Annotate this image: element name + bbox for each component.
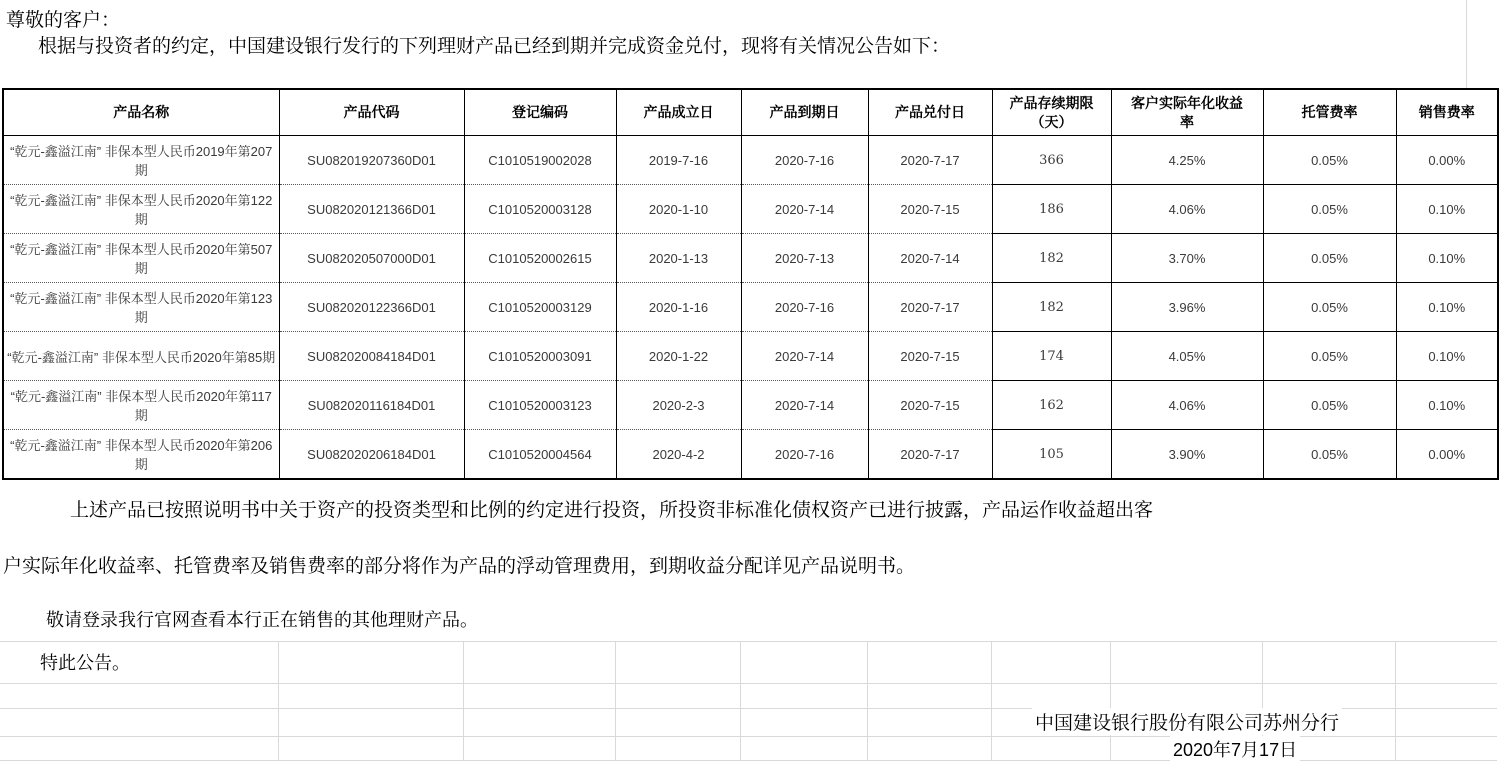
grid-line-vertical xyxy=(615,641,616,761)
grid-line-vertical xyxy=(991,641,992,761)
cell-sales-fee: 0.00% xyxy=(1396,430,1498,480)
cell-custody-fee: 0.05% xyxy=(1263,185,1396,234)
cell-start-date: 2020-1-22 xyxy=(616,332,741,381)
cell-product-code: SU082019207360D01 xyxy=(279,136,464,185)
cell-annualized-yield: 3.90% xyxy=(1111,430,1263,480)
cell-maturity-date: 2020-7-16 xyxy=(741,283,868,332)
cell-custody-fee: 0.05% xyxy=(1263,283,1396,332)
cell-product-name: “乾元-鑫溢江南” 非保本型人民币2020年第206期 xyxy=(3,430,279,480)
note-line: 敬请登录我行官网查看本行正在销售的其他理财产品。 xyxy=(46,610,478,630)
cell-sales-fee: 0.10% xyxy=(1396,234,1498,283)
cell-payment-date: 2020-7-15 xyxy=(868,185,992,234)
grid-line-vertical xyxy=(740,641,741,761)
products-table xyxy=(2,88,1499,480)
cell-product-code: SU082020122366D01 xyxy=(279,283,464,332)
cell-registration-code: C1010520003091 xyxy=(464,332,616,381)
grid-line-vertical xyxy=(867,641,868,761)
cell-maturity-date: 2020-7-14 xyxy=(741,185,868,234)
date-line: 2020年7月17日 xyxy=(1170,736,1300,762)
cell-payment-date: 2020-7-15 xyxy=(868,332,992,381)
cell-registration-code: C1010519002028 xyxy=(464,136,616,185)
cell-duration-days: 182 xyxy=(992,234,1111,283)
grid-line-vertical xyxy=(1110,641,1111,761)
cell-annualized-yield: 4.25% xyxy=(1111,136,1263,185)
cell-payment-date: 2020-7-15 xyxy=(868,381,992,430)
cell-start-date: 2019-7-16 xyxy=(616,136,741,185)
table-header-row xyxy=(3,89,1498,136)
cell-start-date: 2020-1-13 xyxy=(616,234,741,283)
cell-product-name: “乾元-鑫溢江南” 非保本型人民币2020年第117期 xyxy=(3,381,279,430)
cell-sales-fee: 0.10% xyxy=(1396,185,1498,234)
closing-line: 特此公告。 xyxy=(40,653,130,673)
cell-annualized-yield: 4.06% xyxy=(1111,381,1263,430)
cell-custody-fee: 0.05% xyxy=(1263,381,1396,430)
cell-duration-days: 366 xyxy=(992,136,1111,185)
col-header-custody-fee: 托管费率 xyxy=(1263,89,1396,136)
col-header-product-name: 产品名称 xyxy=(3,89,279,136)
col-header-registration-code: 登记编码 xyxy=(464,89,616,136)
cell-duration-days: 105 xyxy=(992,430,1111,480)
table-row xyxy=(3,283,1498,332)
cell-product-name: “乾元-鑫溢江南” 非保本型人民币2020年第122期 xyxy=(3,185,279,234)
table-row xyxy=(3,185,1498,234)
col-header-annualized-yield: 客户实际年化收益率 xyxy=(1111,89,1263,136)
col-header-sales-fee: 销售费率 xyxy=(1396,89,1498,136)
signature-line: 中国建设银行股份有限公司苏州分行 xyxy=(1032,708,1342,735)
cell-registration-code: C1010520003128 xyxy=(464,185,616,234)
cell-start-date: 2020-1-10 xyxy=(616,185,741,234)
col-header-start-date: 产品成立日 xyxy=(616,89,741,136)
cell-product-name: “乾元-鑫溢江南” 非保本型人民币2019年第207期 xyxy=(3,136,279,185)
col-header-payment-date: 产品兑付日 xyxy=(868,89,992,136)
cell-product-code: SU082020116184D01 xyxy=(279,381,464,430)
cell-product-code: SU082020121366D01 xyxy=(279,185,464,234)
cell-registration-code: C1010520002615 xyxy=(464,234,616,283)
grid-line-vertical xyxy=(1466,0,1467,88)
col-header-maturity-date: 产品到期日 xyxy=(741,89,868,136)
grid-line-horizontal xyxy=(0,641,1497,642)
paragraph-line-1: 上述产品已按照说明书中关于资产的投资类型和比例的约定进行投资，所投资非标准化债权资产已进行披露，产品运作收益超出客 xyxy=(70,500,1154,521)
cell-product-code: SU082020507000D01 xyxy=(279,234,464,283)
cell-duration-days: 162 xyxy=(992,381,1111,430)
cell-product-name: “乾元-鑫溢江南” 非保本型人民币2020年第123期 xyxy=(3,283,279,332)
grid-line-horizontal xyxy=(0,683,1497,684)
cell-annualized-yield: 4.06% xyxy=(1111,185,1263,234)
cell-sales-fee: 0.10% xyxy=(1396,332,1498,381)
cell-product-name: “乾元-鑫溢江南” 非保本型人民币2020年第507期 xyxy=(3,234,279,283)
cell-duration-days: 182 xyxy=(992,283,1111,332)
cell-maturity-date: 2020-7-16 xyxy=(741,430,868,480)
table-row xyxy=(3,332,1498,381)
cell-maturity-date: 2020-7-14 xyxy=(741,381,868,430)
cell-maturity-date: 2020-7-14 xyxy=(741,332,868,381)
cell-registration-code: C1010520003123 xyxy=(464,381,616,430)
cell-payment-date: 2020-7-17 xyxy=(868,136,992,185)
cell-annualized-yield: 3.70% xyxy=(1111,234,1263,283)
cell-annualized-yield: 3.96% xyxy=(1111,283,1263,332)
cell-sales-fee: 0.00% xyxy=(1396,136,1498,185)
col-header-product-code: 产品代码 xyxy=(279,89,464,136)
cell-duration-days: 186 xyxy=(992,185,1111,234)
cell-start-date: 2020-2-3 xyxy=(616,381,741,430)
cell-product-code: SU082020206184D01 xyxy=(279,430,464,480)
table-row xyxy=(3,136,1498,185)
cell-maturity-date: 2020-7-16 xyxy=(741,136,868,185)
cell-payment-date: 2020-7-17 xyxy=(868,283,992,332)
cell-sales-fee: 0.10% xyxy=(1396,381,1498,430)
grid-line-vertical xyxy=(1395,641,1396,761)
cell-custody-fee: 0.05% xyxy=(1263,430,1396,480)
cell-custody-fee: 0.05% xyxy=(1263,332,1396,381)
table-row xyxy=(3,430,1498,480)
table-row xyxy=(3,381,1498,430)
cell-duration-days: 174 xyxy=(992,332,1111,381)
intro-line: 根据与投资者的约定，中国建设银行发行的下列理财产品已经到期并完成资金兑付，现将有关情况公告如下： xyxy=(38,36,951,57)
grid-line-vertical xyxy=(278,641,279,761)
cell-custody-fee: 0.05% xyxy=(1263,136,1396,185)
grid-line-vertical xyxy=(463,641,464,761)
table-row xyxy=(3,234,1498,283)
cell-payment-date: 2020-7-14 xyxy=(868,234,992,283)
cell-payment-date: 2020-7-17 xyxy=(868,430,992,480)
cell-start-date: 2020-4-2 xyxy=(616,430,741,480)
cell-registration-code: C1010520004564 xyxy=(464,430,616,480)
greeting-line: 尊敬的客户： xyxy=(6,10,121,31)
cell-custody-fee: 0.05% xyxy=(1263,234,1396,283)
cell-registration-code: C1010520003129 xyxy=(464,283,616,332)
cell-product-code: SU082020084184D01 xyxy=(279,332,464,381)
col-header-duration-days: 产品存续期限（天） xyxy=(992,89,1111,136)
cell-start-date: 2020-1-16 xyxy=(616,283,741,332)
cell-product-name: “乾元-鑫溢江南” 非保本型人民币2020年第85期 xyxy=(3,332,279,381)
paragraph-line-2: 户实际年化收益率、托管费率及销售费率的部分将作为产品的浮动管理费用，到期收益分配详见产品说明书。 xyxy=(3,556,916,577)
cell-annualized-yield: 4.05% xyxy=(1111,332,1263,381)
cell-maturity-date: 2020-7-13 xyxy=(741,234,868,283)
cell-sales-fee: 0.10% xyxy=(1396,283,1498,332)
